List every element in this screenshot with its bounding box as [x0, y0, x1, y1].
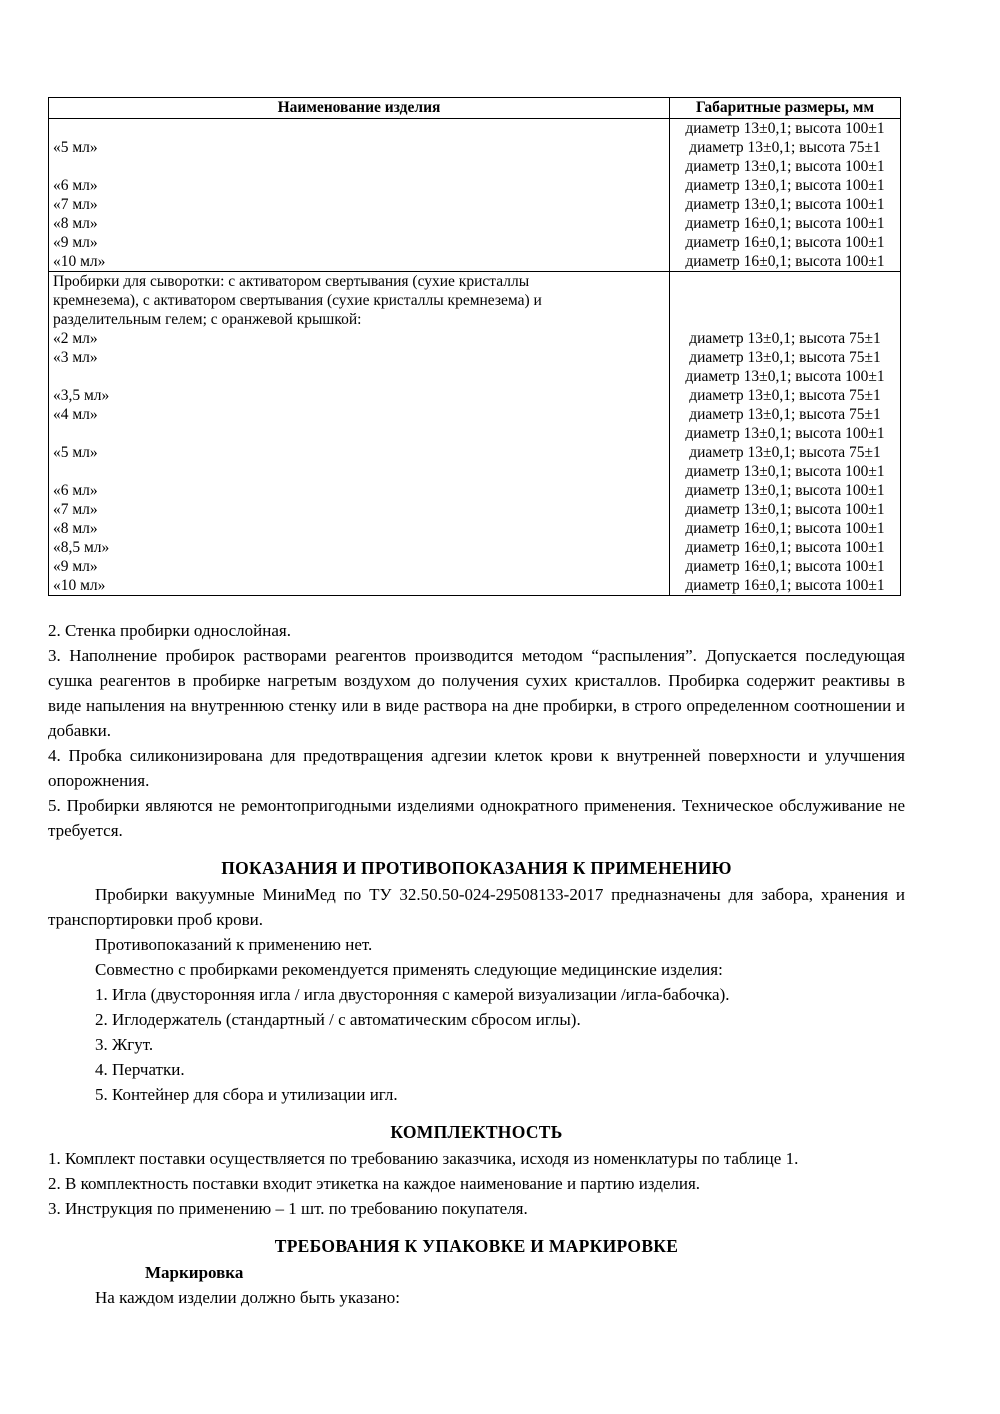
product-size-cell: диаметр 13±0,1; высота 75±1	[669, 405, 900, 424]
table-header-name: Наименование изделия	[277, 99, 441, 116]
heading-packaging-marking: ТРЕБОВАНИЯ К УПАКОВКЕ И МАРКИРОВКЕ	[274, 1236, 679, 1256]
product-size-cell: диаметр 13±0,1; высота 100±1	[669, 500, 900, 519]
table-row	[49, 576, 900, 595]
product-size-cell: диаметр 13±0,1; высота 100±1	[669, 195, 900, 214]
marking-intro-paragraph: На каждом изделии должно быть указано:	[95, 1288, 400, 1307]
product-name-cell: «8,5 мл»	[53, 539, 110, 556]
product-name-cell: «10 мл»	[53, 253, 106, 270]
table-row	[49, 233, 900, 252]
product-name-cell	[49, 424, 669, 443]
table-row	[49, 252, 900, 271]
completeness-paragraph-3: 3. Инструкция по применению – 1 шт. по требованию покупателя.	[48, 1199, 528, 1218]
table-row	[49, 138, 900, 157]
table-section-1	[49, 119, 900, 271]
product-name-cell: «4 мл»	[53, 406, 98, 423]
indications-purpose-paragraph: Пробирки вакуумные МиниМед по ТУ 32.50.50-024-29508133-2017 предназначены для забора, хранения и транспортировки проб крови.	[48, 885, 905, 929]
table-header-row	[49, 98, 900, 119]
table-section-2	[49, 271, 900, 595]
product-size-cell: диаметр 16±0,1; высота 100±1	[669, 233, 900, 252]
table-row	[49, 538, 900, 557]
note-reagent-filling: 3. Наполнение пробирок растворами реагентов производится методом “распыления”. Допускается последующая сушка реагентов в пробирке нагретым воздухом до получения сухих кристаллов. Пробирка содержит реактивы в виде напыления на внутреннюю стенку или в виде раствора на дне пробирки, в строго определенном соотношении и добавки.	[48, 646, 905, 740]
product-size-cell: диаметр 16±0,1; высота 100±1	[669, 519, 900, 538]
product-size-cell: диаметр 13±0,1; высота 75±1	[669, 348, 900, 367]
table-row	[49, 176, 900, 195]
product-name-cell: «7 мл»	[53, 501, 98, 518]
table-row	[49, 367, 900, 386]
table-intro-line	[49, 272, 900, 291]
product-size-cell: диаметр 16±0,1; высота 100±1	[669, 557, 900, 576]
table-row	[49, 348, 900, 367]
table-row	[49, 424, 900, 443]
product-size-cell: диаметр 13±0,1; высота 100±1	[669, 157, 900, 176]
product-size-cell: диаметр 13±0,1; высота 100±1	[669, 367, 900, 386]
product-name-cell: «9 мл»	[53, 234, 98, 251]
product-size-cell: диаметр 13±0,1; высота 100±1	[669, 119, 900, 138]
table-row	[49, 195, 900, 214]
table-row	[49, 481, 900, 500]
product-name-cell	[49, 462, 669, 481]
companion-devices-paragraph: Совместно с пробирками рекомендуется применять следующие медицинские изделия:	[95, 960, 723, 979]
product-name-cell: «8 мл»	[53, 520, 98, 537]
product-size-cell: диаметр 13±0,1; высота 100±1	[669, 176, 900, 195]
companion-item-container: 5. Контейнер для сбора и утилизации игл.	[95, 1085, 398, 1104]
product-name-cell: разделительным гелем; с оранжевой крышкой:	[53, 311, 362, 328]
heading-indications: ПОКАЗАНИЯ И ПРОТИВОПОКАЗАНИЯ К ПРИМЕНЕНИЮ	[221, 858, 732, 878]
product-size-cell	[669, 272, 900, 291]
heading-completeness: КОМПЛЕКТНОСТЬ	[390, 1122, 563, 1142]
product-size-cell: диаметр 13±0,1; высота 100±1	[669, 481, 900, 500]
product-name-cell: «9 мл»	[53, 558, 98, 575]
companion-item-gloves: 4. Перчатки.	[95, 1060, 185, 1079]
product-size-cell	[669, 291, 900, 310]
table-row	[49, 329, 900, 348]
table-intro-line	[49, 310, 900, 329]
table-row	[49, 214, 900, 233]
document-body	[48, 618, 905, 1310]
table-row	[49, 119, 900, 138]
completeness-paragraph-1: 1. Комплект поставки осуществляется по требованию заказчика, исходя из номенклатуры по таблице 1.	[48, 1149, 799, 1168]
product-name-cell: «8 мл»	[53, 215, 98, 232]
completeness-paragraph-2: 2. В комплектность поставки входит этикетка на каждое наименование и партию изделия.	[48, 1174, 701, 1193]
table-row	[49, 386, 900, 405]
table-row	[49, 500, 900, 519]
product-name-cell	[49, 119, 669, 138]
product-size-cell: диаметр 13±0,1; высота 75±1	[669, 443, 900, 462]
companion-item-needle: 1. Игла (двусторонняя игла / игла двусторонняя с камерой визуализации /игла-бабочка).	[95, 985, 730, 1004]
product-size-cell: диаметр 13±0,1; высота 100±1	[669, 462, 900, 481]
product-size-cell: диаметр 16±0,1; высота 100±1	[669, 576, 900, 595]
product-name-cell: «10 мл»	[53, 577, 106, 594]
table-row	[49, 405, 900, 424]
product-name-cell	[49, 367, 669, 386]
table-row	[49, 519, 900, 538]
product-table	[48, 97, 901, 596]
product-name-cell: «5 мл»	[53, 444, 98, 461]
product-name-cell: «7 мл»	[53, 196, 98, 213]
product-name-cell: «6 мл»	[53, 177, 98, 194]
product-size-cell	[669, 310, 900, 329]
note-tube-wall: 2. Стенка пробирки однослойная.	[48, 621, 291, 640]
product-size-cell: диаметр 16±0,1; высота 100±1	[669, 538, 900, 557]
table-row	[49, 462, 900, 481]
product-name-cell: кремнезема), с активатором свертывания (сухие кристаллы кремнезема) и	[53, 292, 542, 309]
table-row	[49, 557, 900, 576]
product-size-cell: диаметр 16±0,1; высота 100±1	[669, 252, 900, 271]
product-name-cell: Пробирки для сыворотки: с активатором свертывания (сухие кристаллы	[53, 273, 530, 290]
subheading-marking: Маркировка	[145, 1263, 244, 1282]
note-stopper: 4. Пробка силиконизирована для предотвращения адгезии клеток крови к внутренней поверхности и улучшения опорожнения.	[48, 746, 905, 790]
companion-item-tourniquet: 3. Жгут.	[95, 1035, 154, 1054]
companion-item-holder: 2. Иглодержатель (стандартный / с автоматическим сбросом иглы).	[95, 1010, 581, 1029]
product-name-cell: «3,5 мл»	[53, 387, 110, 404]
product-size-cell: диаметр 13±0,1; высота 100±1	[669, 424, 900, 443]
product-name-cell: «6 мл»	[53, 482, 98, 499]
product-size-cell: диаметр 13±0,1; высота 75±1	[669, 386, 900, 405]
product-name-cell: «5 мл»	[53, 139, 98, 156]
product-table-body	[49, 119, 900, 595]
table-row	[49, 443, 900, 462]
table-header-size: Габаритные размеры, мм	[669, 98, 900, 118]
product-size-cell: диаметр 16±0,1; высота 100±1	[669, 214, 900, 233]
table-intro-line	[49, 291, 900, 310]
table-row	[49, 157, 900, 176]
note-single-use: 5. Пробирки являются не ремонтопригодными изделиями однократного применения. Техническое обслуживание не требуется.	[48, 796, 905, 840]
product-name-cell: «3 мл»	[53, 349, 98, 366]
product-size-cell: диаметр 13±0,1; высота 75±1	[669, 138, 900, 157]
product-size-cell: диаметр 13±0,1; высота 75±1	[669, 329, 900, 348]
product-name-cell	[49, 157, 669, 176]
contraindications-paragraph: Противопоказаний к применению нет.	[95, 935, 373, 954]
product-name-cell: «2 мл»	[53, 330, 98, 347]
